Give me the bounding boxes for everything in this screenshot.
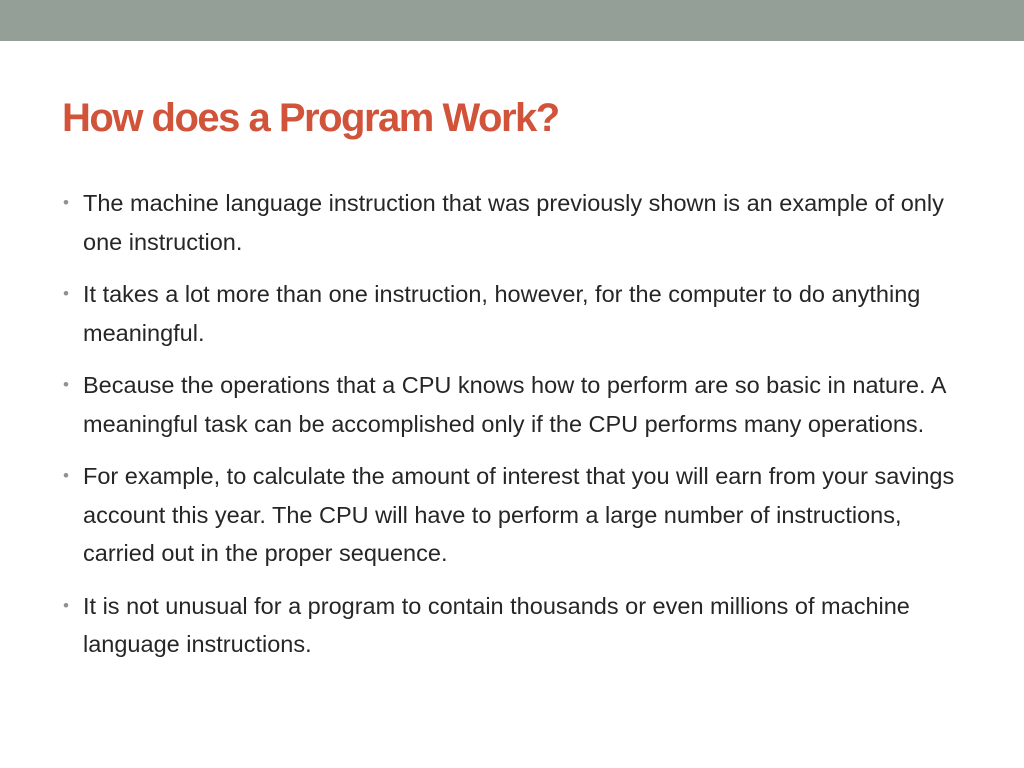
bullet-text: Because the operations that a CPU knows how to perform are so basic in nature. A meaningful task can be accomplished only if the CPU performs many operations. [83, 372, 946, 437]
bullet-list [59, 184, 959, 678]
bullet-item [59, 366, 959, 443]
bullet-text: The machine language instruction that was previously shown is an example of only one instruction. [83, 190, 944, 255]
bullet-text: It is not unusual for a program to contain thousands or even millions of machine language instructions. [83, 592, 910, 657]
bullet-item [59, 184, 959, 261]
slide-title: How does a Program Work? [62, 96, 559, 140]
bullet-icon: • [63, 375, 69, 394]
bullet-icon: • [63, 466, 69, 485]
bullet-text: It takes a lot more than one instruction, however, for the computer to do anything meaningful. [83, 281, 921, 346]
bullet-icon: • [63, 193, 69, 212]
bullet-item [59, 275, 959, 352]
bullet-text: For example, to calculate the amount of interest that you will earn from your savings account this year. The CPU will have to perform a large number of instructions, carried out in the proper sequence. [83, 463, 955, 566]
bullet-item [59, 457, 959, 573]
bullet-icon: • [63, 595, 69, 615]
bullet-icon: • [63, 284, 69, 303]
bullet-item [59, 587, 959, 664]
top-band [0, 0, 1024, 41]
